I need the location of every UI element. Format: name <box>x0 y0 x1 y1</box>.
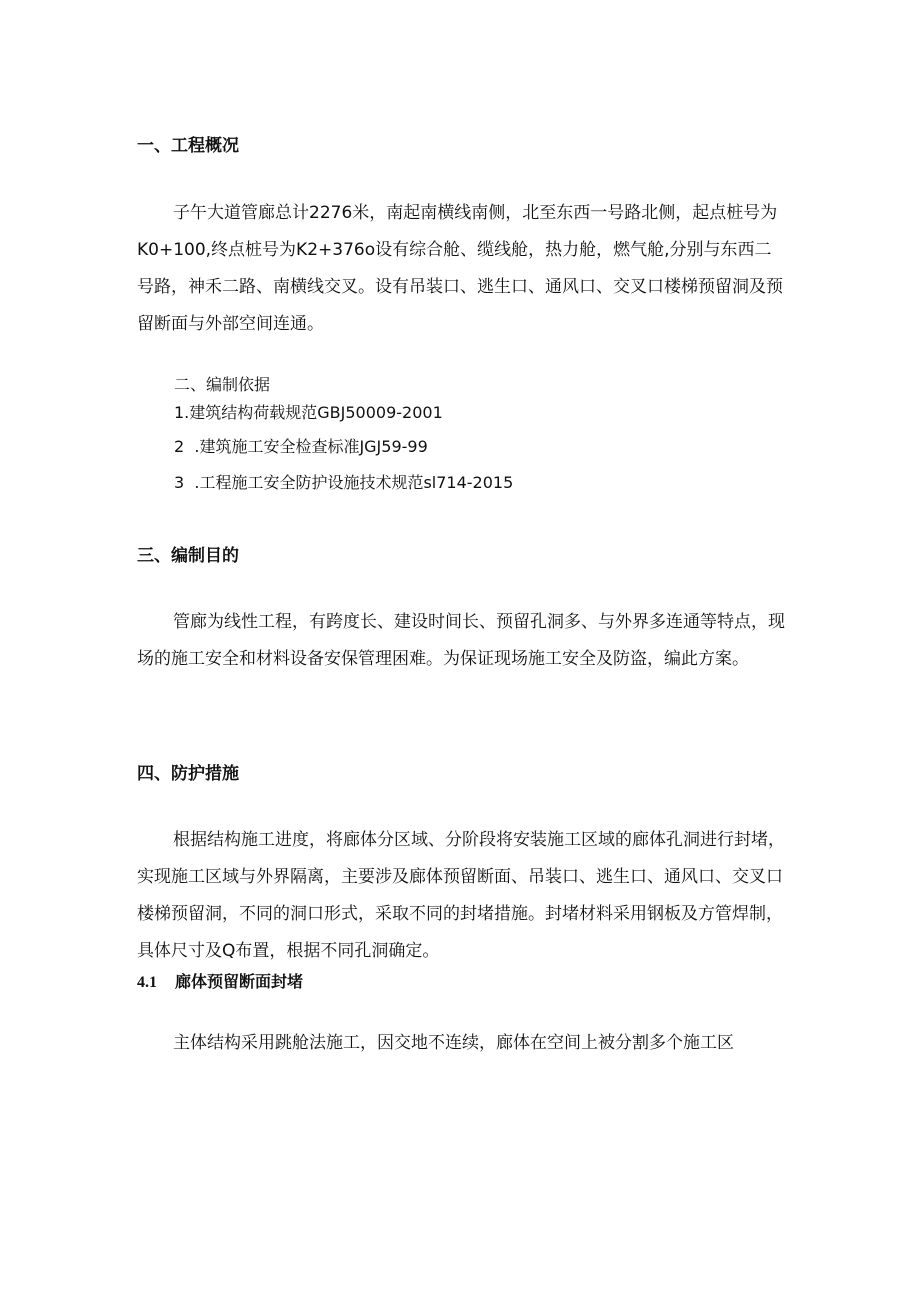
heading-compilation-basis: 二、编制依据 <box>174 375 271 394</box>
basis-item-1: 1.建筑结构荷载规范GBJ50009-2001 <box>174 403 443 422</box>
subheading-title: 廊体预留断面封堵 <box>175 972 304 991</box>
basis-item-2: 2 .建筑施工安全检查标准JGJ59-99 <box>174 437 428 456</box>
subheading-number: 4.1 <box>137 974 157 991</box>
heading-protective-measures: 四、防护措施 <box>137 764 239 784</box>
paragraph-protective-measures: 根据结构施工进度，将廊体分区域、分阶段将安装施工区域的廊体孔洞进行封堵，实现施工区域与外界隔离，主要涉及廊体预留断面、吊装口、逃生口、通风口、交叉口楼梯预留洞，不同的洞口形式，采取不同的封堵措施。封堵材料采用钢板及方管焊制，具体尺寸及Q布置，根据不同孔洞确定。 <box>137 830 785 961</box>
paragraph-compilation-purpose: 管廊为线性工程，有跨度长、建设时间长、预留孔洞多、与外界多连通等特点，现场的施工安全和材料设备安保管理困难。为保证现场施工安全及防盗，编此方案。 <box>137 612 785 669</box>
paragraph-project-overview: 子午大道管廊总计2276米，南起南横线南侧，北至东西一号路北侧，起点桩号为K0+100,终点桩号为K2+376o设有综合舱、缆线舱，热力舱，燃气舱,分别与东西二号路，神禾二路、南横线交叉。设有吊装口、逃生口、通风口、交叉口楼梯预留洞及预留断面与外部空间连通。 <box>137 203 783 334</box>
heading-project-overview: 一、工程概况 <box>137 136 239 156</box>
subheading-4-1 <box>137 969 303 992</box>
paragraph-reserved-section-sealing: 主体结构采用跳舱法施工，因交地不连续，廊体在空间上被分割多个施工区 <box>173 1033 734 1053</box>
heading-compilation-purpose: 三、编制目的 <box>137 546 239 566</box>
basis-item-3: 3 .工程施工安全防护设施技术规范sl714-2015 <box>174 473 514 492</box>
